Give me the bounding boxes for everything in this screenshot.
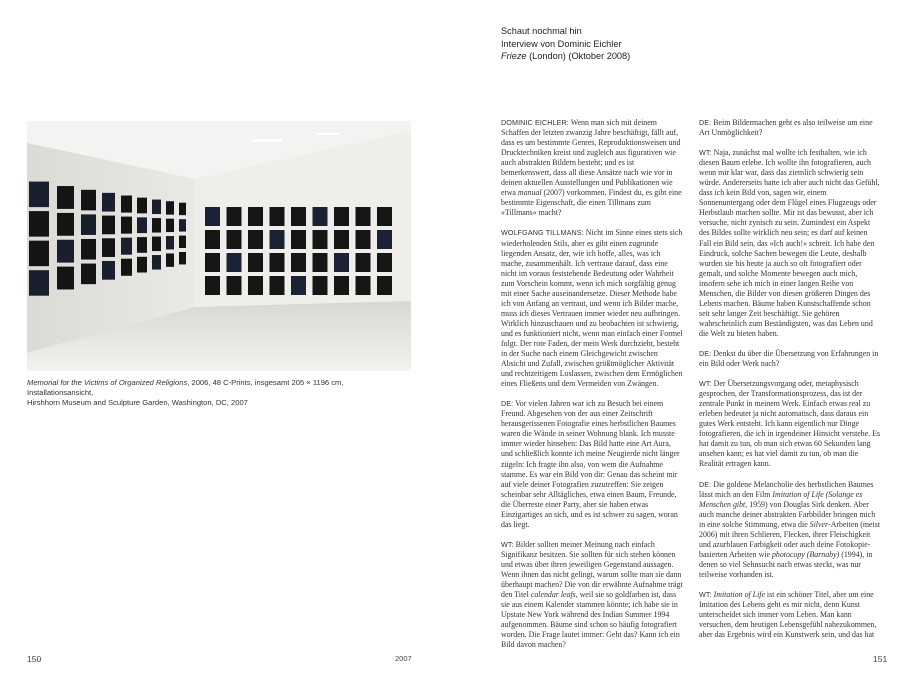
article-heading — [501, 25, 801, 63]
paragraph: WT: Imitation of Life ist ein schöner Titel, aber um eine Imitation des Lebens geht es mir nicht, denn Kunst unterscheidet sich immer vom Leben. Man kann versuchen, dem heutigen Lebensgefühl nahezukommen, aber das Ergebnis wird ein Kunstwerk sein, und das hat — [699, 589, 877, 640]
paragraph: DE: Vor vielen Jahren war ich zu Besuch bei einem Freund. Abgesehen von der aus einer Zeitschrift herausgerissenen Fotografie eines herbstlichen Baumes waren die Wände in seiner Wohnung blank. Ich musste immer wieder hinsehen: Das Bild hatte eine Art Aura, und schließlich konnte ich meine Neugierde nicht länger zügeln: Ich fragte ihn also, von wem die Aufnahme stamme. Es war ein Bild von dir: Genau das scheint mir auf viele deiner Fotografien zuzutreffen: Sie zeigen scheinbar sehr Alltägliches, etwa einen Baum, Freunde, die Überreste einer Party, aber sie haben etwas Einzigartiges an sich, und es ist schwer zu sagen, woran das liegt. — [501, 399, 680, 529]
installation-photo — [27, 121, 411, 371]
speaker: DE: — [699, 479, 712, 489]
article-title: Schaut nochmal hin — [501, 26, 582, 36]
paragraph: WOLFGANG TILLMANS: Nicht im Sinne eines stets sich wiederholenden Stils, aber es gibt einen zugrunde liegenden Ansatz, der, wie ich hoffe, alles, was ich mache, zusammenhält. Ich vertraue darauf, dass eine nicht im voraus feststehende Bedeutung oder Wahrheit zum Vorschein kommt, wenn ich mich sorgfältig genug mit einer Sache auseinandersetze. Dieser Methode habe ich von Anfang an vertraut, und wenn ich Bilder mache, muss ich dieses Vertrauen immer wieder neu aufbringen. Wirklich hinzuschauen und zu beobachten ist schwierig, und es funktioniert nicht, wenn man einfach einer Formel folgt. Der rote Faden, der mein Werk durchzieht, besteht in der Suche nach einem Gleichgewicht zwischen Absicht und Zufall, zwischen größtmöglicher Aktivität und rechtzeitigem Loslassen, zwischen dem Ermöglichen eines Fließens und dem Vermeiden von Zwängen. — [501, 228, 683, 389]
source-details: (London) (Oktober 2008) — [526, 51, 631, 61]
caption-line-2: Hirshhorn Museum and Sculpture Garden, Washington, DC, 2007 — [27, 398, 248, 407]
source-publication: Frieze — [501, 51, 527, 61]
article-source — [501, 50, 801, 63]
speaker: WT: — [699, 589, 712, 599]
speaker: DE: — [699, 118, 712, 127]
text-column-2 — [699, 118, 881, 650]
caption-details: , 2006, 48 C-Prints, insgesamt 205 × 1196 cm, Installationsansicht, — [27, 378, 344, 397]
paragraph: DE: Die goldene Melancholie des herbstlichen Baumes lässt mich an den Film Imitation of Life (Solange es Menschen gibt, 1959) von Douglas Sirk denken. Aber auch manche deiner abstrakten Farbbilder bringen mich in eine solche Stimmung, etwa die Silver-Arbeiten (meist 2006) mit ihren Schlieren, Flecken, ihrer Fleischigkeit und azurblauen Farbigkeit oder auch deine Fotokopie-basierten Arbeiten wie photocopy (Barnaby) (1994), in denen so viel Sehnsucht nach etwas steckt, was nur teilweise vorhanden ist. — [699, 479, 881, 579]
text-column-1 — [501, 118, 683, 660]
speaker: WT: — [699, 379, 712, 389]
caption-title: Memorial for the Victims of Organized Religions — [27, 378, 188, 387]
paragraph: DOMINIC EICHLER: Wenn man sich mit deinem Schaffen der letzten zwanzig Jahre beschäftigt, fällt auf, dass es um bestimmte Genres, Reproduktionsweisen und Drucktechniken kreist und zugleich aus figurativen wie auch abstrakten Bildern besteht; und es ist bemerkenswert, dass all diese Ansätze nach wie vor in deinen aktuellen Ausstellungen und Publikationen wie etwa manual (2007) vorkommen. Findest du, es gibt eine bestimmte Eigenschaft, die einen Tillmans zum »Tillmans« macht? — [501, 118, 682, 218]
paragraph: WT: Der Übersetzungsvorgang oder, metaphysisch gesprochen, der Transformationsprozess, das ist der zentrale Punkt in meinem Werk. Einfach etwas real zu erleben bedeutet ja nicht automatisch, dass daraus ein gutes Werk entsteht. Ich kann eigentlich nur Dinge fotografieren, die ich in irgendeiner Hinsicht verstehe. Es hat damit zu tun, ob man sich etwas 60 Sekunden lang ansehen kann; es hat viel damit zu tun, ob man die Realität ertragen kann. — [699, 379, 881, 469]
speaker: DE: — [699, 348, 712, 358]
page-number-left: 150 — [27, 654, 42, 664]
speaker: DE: — [501, 399, 514, 409]
article-subtitle: Interview von Dominic Eichler — [501, 38, 622, 49]
photo-caption — [27, 378, 411, 408]
caption-line-1 — [27, 378, 411, 398]
running-year: 2007 — [395, 654, 412, 663]
speaker: WT: — [699, 148, 712, 158]
speaker: DOMINIC EICHLER: — [501, 118, 569, 127]
paragraph: DE: Beim Bildermachen geht es also teilweise um eine Art Unmöglichkeit? — [699, 118, 873, 138]
left-page — [0, 0, 450, 689]
speaker: WT: — [501, 539, 514, 549]
paragraph: WT: Bilder sollten meiner Meinung nach einfach Signifikanz besitzen. Sie sollten für sich stehen können und etwas über ihren jeweiligen Gegenstand aussagen. Wenn ihnen das nicht gelingt, warum sollte man sie dann überhaupt machen? Die von dir erwähnte Aufnahme trägt den Titel calendar leafs, weil sie so goldfarben ist, dass sie aus einem Kalender stammen könnte; ich habe sie in Upstate New York während des Indian Summer 1994 aufgenommen. Bäume sind schon so häufig fotografiert worden. Die Frage lautet immer: Geht das? Kann ich ein Bild davon machen? — [501, 539, 683, 650]
paragraph: WT: Naja, zunächst mal wollte ich festhalten, wie ich diesen Baum erlebe. Ich wollte ihn fotografieren, auch wenn mir klar war, dass das ziemlich schwierig sein würde. Andererseits hatte ich aber auch nicht das Gefühl, dass ich kein Bild von, sagen wir, einem Sonnenuntergang oder dem Flügel eines Flugzeugs oder Herbstlaub machen sollte. Mir ist das bewusst, aber ich versuche, nicht zynisch zu sein. Zumindest ein Aspekt des Bildes sollte wirklich neu sein; es darf auf keinen Fall ein Bild sein, das »Ich auch!« schreit. Ich habe den Eindruck, solche Sachen bewegen die Leute, deshalb wurden sie bis heute ja auch so oft fotografiert oder gemalt, und solche Momente bewegen auch mich, insofern sehe ich mich in einer langen Reihe von Menschen, die Bilder von diesen größeren Dingen des Lebens machen. Bäume haben Kunstschaffende schon seit sehr langer Zeit beschäftigt. Sie gehören wahrscheinlich zum Beständigsten, was das Leben und die Welt zu bieten haben. — [699, 148, 880, 338]
speaker: WOLFGANG TILLMANS: — [501, 228, 584, 238]
page-number-right: 151 — [873, 654, 888, 664]
paragraph: DE: Denkst du über die Übersetzung von Erfahrungen in ein Bild oder Werk nach? — [699, 348, 879, 369]
